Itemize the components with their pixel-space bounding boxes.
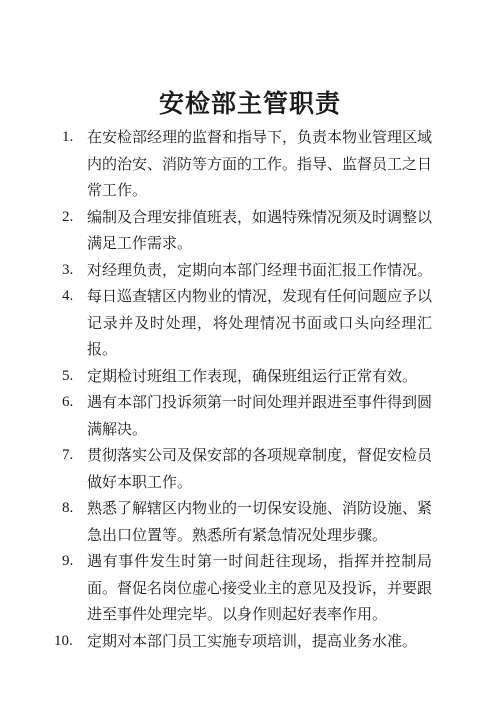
duty-text: 编制及合理安排值班表，如遇特殊情况须及时调整以满足工作需求。 <box>87 207 433 252</box>
duty-item-1 <box>62 124 432 204</box>
duty-number: 3. <box>62 261 74 278</box>
document-title: 安检部主管职责 <box>158 89 341 118</box>
duty-number: 6. <box>62 394 74 410</box>
duty-item-9 <box>62 548 432 628</box>
duty-number: 2. <box>62 208 74 225</box>
duty-number: 8. <box>62 500 74 516</box>
duty-item-10 <box>54 628 432 655</box>
duty-item-6 <box>62 389 432 442</box>
duty-item-3 <box>62 257 432 284</box>
duty-item-7 <box>62 442 432 495</box>
duty-list <box>54 124 433 654</box>
duty-text: 在安检部经理的监督和指导下，负责本物业管理区域内的治安、消防等方面的工作。指导、监督员工之日常工作。 <box>87 128 433 199</box>
duty-item-4 <box>62 283 432 363</box>
duty-number: 9. <box>62 553 74 569</box>
duty-text: 熟悉了解辖区内物业的一切保安设施、消防设施、紧急出口位置等。熟悉所有紧急情况处理步骤。 <box>87 499 433 544</box>
duty-text: 对经理负责，定期向本部门经理书面汇报工作情况。 <box>87 260 433 279</box>
duty-text: 定期对本部门员工实施专项培训，提高业务水准。 <box>87 631 418 650</box>
duty-number: 10. <box>54 632 73 649</box>
duty-text: 遇有本部门投诉须第一时间处理并跟进至事件得到圆满解决。 <box>87 393 433 438</box>
duty-number: 4. <box>62 288 74 304</box>
duty-text: 每日巡查辖区内物业的情况，发现有任何问题应予以记录并及时处理，将处理情况书面或口头向经理汇报。 <box>87 287 433 358</box>
duty-item-8 <box>62 495 432 548</box>
duty-text: 贯彻落实公司及保安部的各项规章制度，督促安检员做好本职工作。 <box>87 446 433 491</box>
duty-item-5 <box>62 363 432 390</box>
duty-number: 7. <box>62 447 74 463</box>
duty-text: 定期检讨班组工作表现，确保班组运行正常有效。 <box>87 366 418 385</box>
duty-number: 1. <box>62 129 74 145</box>
duty-number: 5. <box>62 367 74 384</box>
duty-item-2 <box>62 204 432 257</box>
duty-text: 遇有事件发生时第一时间赶往现场，指挥并控制局面。督促名岗位虚心接受业主的意见及投诉，并要跟进至事件处理完毕。以身作则起好表率作用。 <box>87 552 433 623</box>
